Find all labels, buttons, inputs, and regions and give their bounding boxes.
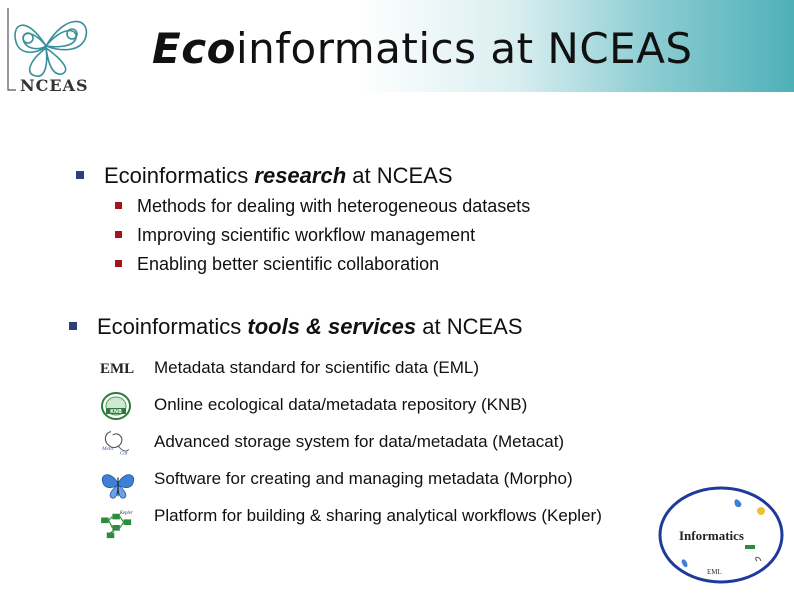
tool-item-eml: Metadata standard for scientific data (EML) (154, 358, 480, 377)
tool-item-kepler: Platform for building & sharing analytical workflows (Kepler) (154, 506, 602, 525)
sub-bullet-icon (115, 260, 122, 267)
tool-item-metacat: Advanced storage system for data/metadata (Metacat) (154, 432, 565, 451)
metacat-logo-icon (98, 428, 138, 458)
knb-logo-icon (98, 391, 138, 421)
svg-text:KNB: KNB (110, 409, 122, 415)
research-item: Methods for dealing with heterogeneous datasets (137, 196, 531, 216)
research-item: Improving scientific workflow management (137, 225, 476, 245)
svg-text:Kepler: Kepler (119, 510, 133, 516)
research-item: Enabling better scientific collaboration (137, 254, 440, 274)
badge-eml-label: EML (707, 568, 722, 576)
tools-heading-prefix: Ecoinformatics (97, 314, 248, 339)
title-emphasis: Eco (152, 24, 236, 73)
research-heading (104, 163, 453, 189)
tools-heading-suffix: at NCEAS (416, 314, 523, 339)
page-title (152, 24, 693, 73)
research-heading-suffix: at NCEAS (346, 163, 453, 188)
svg-text:Cat: Cat (119, 450, 128, 457)
svg-text:Meta: Meta (102, 446, 113, 453)
tool-item-knb: Online ecological data/metadata repository (KNB) (154, 395, 528, 414)
sub-bullet-icon (115, 202, 122, 209)
eml-logo-icon: EML (100, 361, 135, 377)
logo-text: NCEAS (20, 76, 89, 95)
title-rest: informatics at NCEAS (235, 24, 693, 73)
bullet-icon (69, 322, 77, 330)
tools-heading-emphasis: tools & services (247, 314, 417, 339)
badge-label: Informatics (679, 528, 744, 543)
tool-item-morpho: Software for creating and managing metadata (Morpho) (154, 469, 573, 488)
morpho-butterfly-icon (98, 470, 138, 500)
tools-heading (97, 314, 523, 340)
research-heading-emphasis: research (254, 163, 347, 188)
sub-bullet-icon (115, 231, 122, 238)
research-heading-prefix: Ecoinformatics (104, 163, 255, 188)
kepler-logo-icon (98, 510, 138, 540)
bullet-icon (76, 171, 84, 179)
